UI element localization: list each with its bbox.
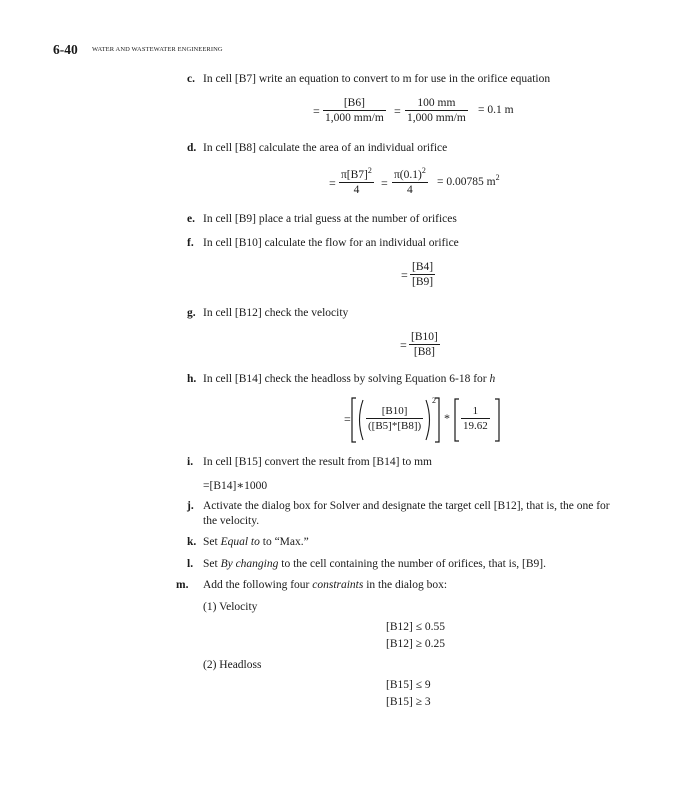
emphasis: Equal to bbox=[220, 536, 260, 548]
equals-sign: = bbox=[400, 338, 407, 352]
step-label: l. bbox=[187, 558, 194, 570]
constraint-value: [B12] ≤ 0.55 bbox=[386, 621, 446, 633]
step-label: e. bbox=[187, 213, 195, 225]
fraction bbox=[405, 96, 468, 125]
equals-sign: = bbox=[401, 268, 408, 282]
step-text: Activate the dialog box for Solver and designate the target cell [B12], that is, the one for bbox=[203, 500, 610, 512]
step-text bbox=[203, 558, 546, 570]
step-text-part: Set bbox=[203, 536, 221, 548]
exponent: 2 bbox=[432, 396, 436, 405]
result: = 0.1 m bbox=[478, 104, 514, 116]
step-text-part: Add the following four bbox=[203, 579, 313, 591]
step-text-part: Set bbox=[203, 558, 221, 570]
numerator: 1 bbox=[461, 404, 490, 419]
denominator: 1,000 mm/m bbox=[407, 112, 466, 124]
step-text-part: to the cell containing the number of orifices, that is, [B9]. bbox=[278, 558, 547, 570]
fraction bbox=[392, 168, 428, 197]
numerator: [B4] bbox=[412, 261, 434, 273]
equals-sign: = bbox=[329, 176, 336, 190]
equals-sign: = bbox=[344, 412, 351, 426]
equals-sign: = bbox=[313, 104, 320, 118]
step-text: In cell [B7] write an equation to convert to m for use in the orifice equation bbox=[203, 73, 551, 85]
step-label: h. bbox=[187, 373, 197, 385]
fraction bbox=[409, 330, 440, 359]
numerator bbox=[339, 168, 374, 183]
constraint-velocity-label: (1) Velocity bbox=[203, 601, 258, 613]
denominator: 4 bbox=[353, 184, 360, 196]
constraint-value: [B12] ≥ 0.25 bbox=[386, 638, 446, 650]
numerator bbox=[392, 168, 428, 183]
step-text bbox=[203, 373, 495, 385]
step-text-body: In cell [B14] check the headloss by solving Equation 6-18 for bbox=[203, 373, 490, 385]
step-label: d. bbox=[187, 142, 197, 154]
denominator: 19.62 bbox=[463, 420, 488, 432]
step-label: j. bbox=[187, 500, 194, 512]
fraction bbox=[461, 404, 490, 433]
equals-sign: = bbox=[381, 176, 388, 190]
multiply-sign: * bbox=[444, 411, 450, 425]
denominator: 4 bbox=[407, 184, 413, 196]
equals-sign: = bbox=[394, 104, 401, 118]
denominator: [B8] bbox=[413, 346, 435, 358]
step-text: In cell [B15] convert the result from [B14] to mm bbox=[203, 456, 432, 468]
variable-h: h bbox=[489, 373, 496, 385]
running-title: WATER AND WASTEWATER ENGINEERING bbox=[92, 46, 223, 53]
step-text-part: in the dialog box: bbox=[363, 579, 448, 591]
step-text bbox=[203, 579, 447, 591]
step-label: g. bbox=[187, 307, 196, 319]
fraction bbox=[366, 404, 423, 433]
step-label: c. bbox=[187, 73, 195, 85]
step-text: In cell [B12] check the velocity bbox=[203, 307, 349, 319]
numerator: [B6] bbox=[323, 96, 386, 111]
emphasis: By changing bbox=[220, 558, 279, 570]
numerator: [B10] bbox=[411, 331, 438, 343]
page-number: 6-40 bbox=[53, 42, 78, 57]
exponent: 2 bbox=[495, 173, 500, 183]
step-text: In cell [B8] calculate the area of an individual orifice bbox=[203, 142, 448, 154]
numerator: 100 mm bbox=[405, 96, 468, 111]
denominator: ([B5]*[B8]) bbox=[368, 420, 422, 432]
step-label: k. bbox=[187, 536, 197, 548]
fraction bbox=[339, 168, 374, 197]
step-text-continued: the velocity. bbox=[203, 515, 260, 527]
numerator-base: π(0.1) bbox=[394, 169, 422, 181]
step-text: In cell [B10] calculate the flow for an individual orifice bbox=[203, 237, 459, 249]
denominator: 1,000 mm/m bbox=[325, 112, 384, 124]
step-text bbox=[203, 536, 309, 548]
constraint-value: [B15] ≤ 9 bbox=[386, 679, 431, 691]
fraction bbox=[410, 260, 435, 289]
denominator: [B9] bbox=[412, 276, 434, 288]
exponent: 2 bbox=[367, 166, 372, 176]
result-value: = 0.00785 m bbox=[437, 176, 496, 188]
result bbox=[437, 173, 500, 188]
step-label: i. bbox=[187, 456, 194, 468]
step-label: f. bbox=[187, 237, 194, 249]
exponent: 2 bbox=[421, 166, 426, 176]
step-label: m. bbox=[176, 579, 189, 591]
numerator-base: π[B7] bbox=[341, 169, 368, 181]
constraint-headloss-label: (2) Headloss bbox=[203, 659, 262, 671]
step-text: In cell [B9] place a trial guess at the number of orifices bbox=[203, 213, 457, 225]
fraction bbox=[323, 96, 386, 125]
formula: =[B14]∗1000 bbox=[203, 480, 268, 492]
numerator: [B10] bbox=[366, 404, 423, 419]
step-text-part: to “Max.” bbox=[259, 536, 309, 548]
emphasis: constraints bbox=[312, 579, 364, 591]
constraint-value: [B15] ≥ 3 bbox=[386, 696, 431, 708]
